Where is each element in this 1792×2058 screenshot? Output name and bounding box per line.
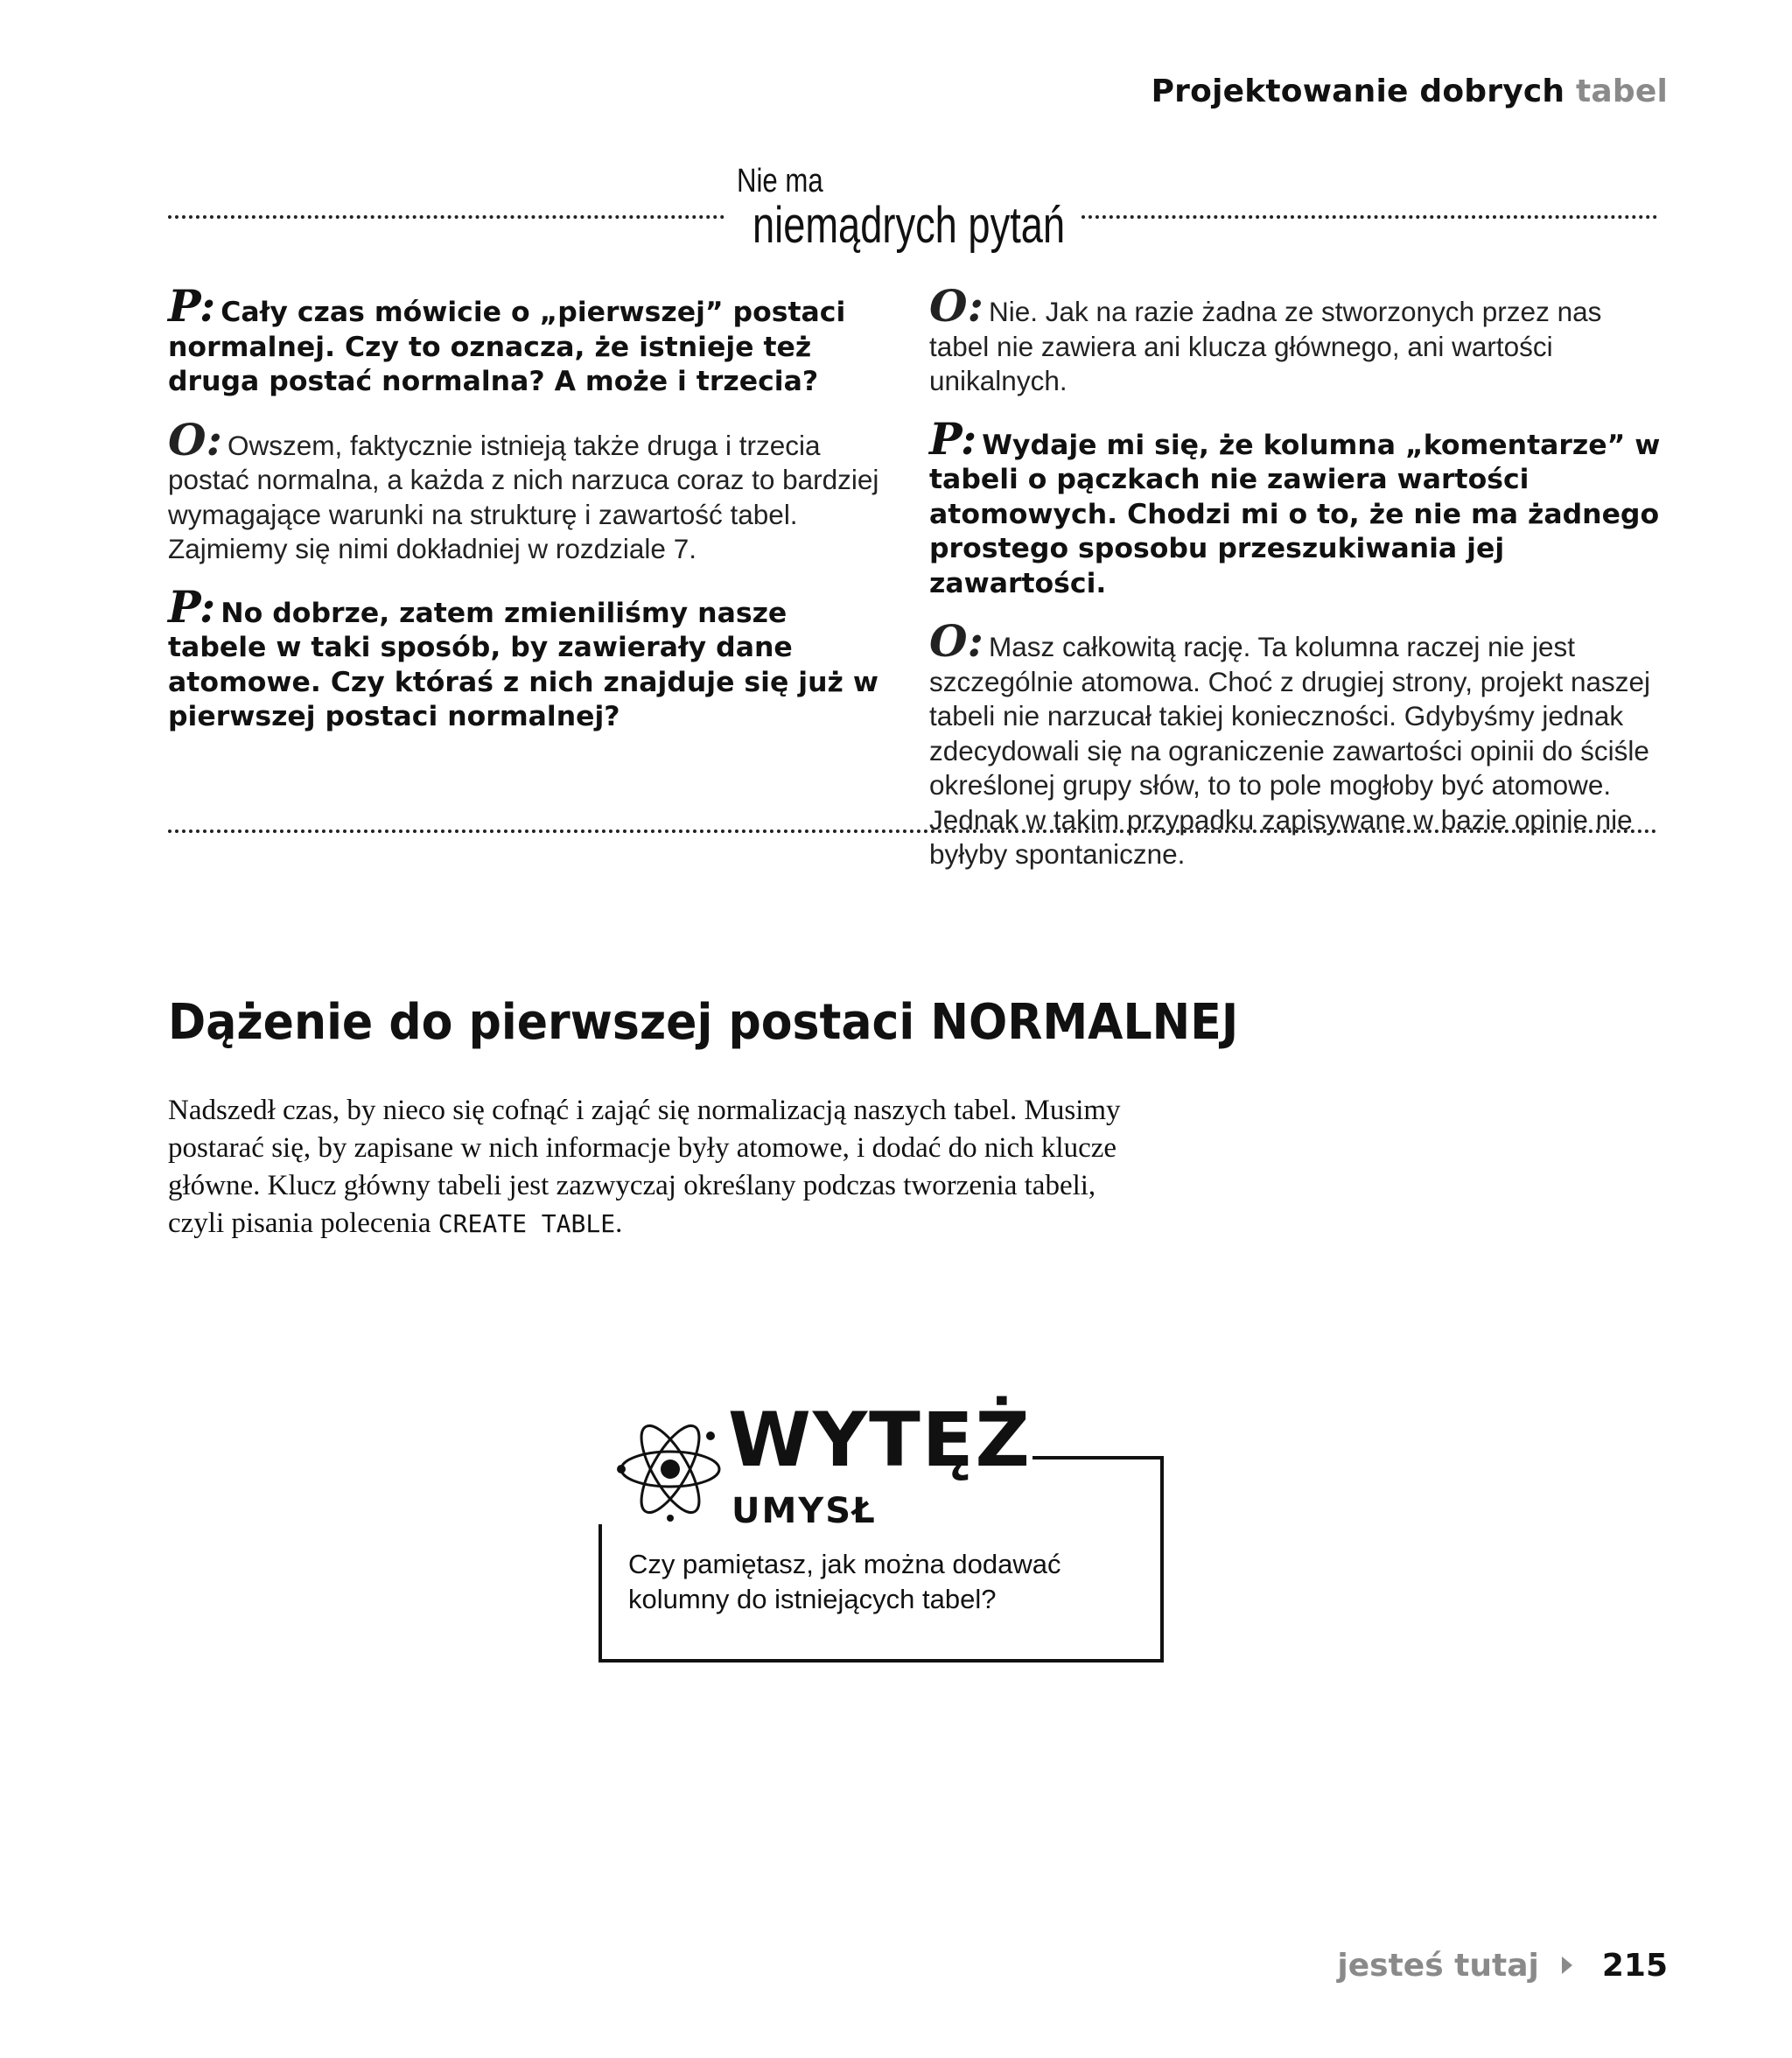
brain-subtitle: UMYSŁ: [732, 1491, 877, 1531]
qa-bottom-divider: [168, 830, 1657, 833]
question-mark: P:: [168, 280, 216, 332]
question-block: [168, 580, 886, 735]
question-mark: P:: [168, 580, 216, 633]
question-text: Wydaje mi się, że kolumna „komentarze” w tabeli o pączkach nie zawiera wartości atomowych. Chodzi mi o to, że nie ma żadnego prostego sposobu przeszukiwania jej zawartości.: [929, 429, 1661, 599]
header-title-accent: tabel: [1575, 74, 1668, 109]
section-body: [168, 1092, 1130, 1242]
qa-top-divider-left: [168, 215, 724, 219]
brain-box-top-line: [1032, 1456, 1164, 1460]
answer-block: [929, 615, 1661, 872]
running-header: [1152, 74, 1668, 109]
answer-text: Masz całkowitą rację. Ta kolumna raczej nie jest szczególnie atomowa. Choć z drugiej strony, projekt naszej tabeli nie narzucał takiej konieczności. Gdybyśmy jednak zdecydowali się na ograniczenie zawartości opinii do ściśle określonej grupy słów, to to pole mogłoby być atomowe. Jednak w takim przypadku zapisywane w bazie opinie nie byłyby spontaniczne.: [929, 631, 1651, 870]
qa-title-small: Nie ma: [737, 163, 823, 200]
atom-icon: [614, 1413, 726, 1525]
question-mark: P:: [929, 412, 977, 465]
section-body-text: Nadszedł czas, by nieco się cofnąć i zająć się normalizacją naszych tabel. Musimy postarać się, by zapisane w nich informacje były atomowe, i dodać do nich klucze główne. Klucz główny tabeli jest zazwyczaj określany podczas tworzenia tabeli, czyli pisania polecenia: [168, 1095, 1121, 1239]
section-title: Dążenie do pierwszej postaci NORMALNEJ: [168, 994, 1239, 1051]
answer-block: [168, 413, 886, 567]
qa-column-left: [168, 280, 886, 758]
qa-top-divider-right: [1082, 215, 1657, 219]
answer-block: [929, 280, 1661, 399]
page-number: 215: [1601, 1948, 1668, 1984]
page-footer: [1337, 1948, 1668, 1984]
brain-box-text: Czy pamiętasz, jak można dodawać kolumny do istniejących tabel?: [628, 1549, 1061, 1614]
question-block: [929, 412, 1661, 602]
answer-mark: O:: [168, 413, 223, 466]
code-snippet: CREATE TABLE: [438, 1209, 616, 1238]
answer-text: Nie. Jak na razie żadna ze stworzonych przez nas tabel nie zawiera ani klucza głównego, ani wartości unikalnych.: [929, 296, 1602, 396]
brain-box-right-line: [1160, 1456, 1164, 1662]
question-block: [168, 280, 886, 400]
qa-title-big: niemądrych pytań: [752, 197, 1066, 254]
section-body-end: .: [615, 1208, 623, 1239]
brain-box-bottom-line: [598, 1659, 1164, 1662]
brain-box-left-line: [598, 1524, 602, 1662]
answer-mark: O:: [929, 615, 984, 667]
header-title-main: Projektowanie dobrych: [1151, 74, 1565, 109]
question-text: No dobrze, zatem zmieniliśmy nasze tabele w taki sposób, by zawierały dane atomowe. Czy któraś z nich znajduje się już w pierwszej postaci normalnej?: [168, 597, 878, 732]
triangle-right-icon: [1562, 1956, 1572, 1974]
qa-column-right: [929, 280, 1661, 895]
answer-text: Owszem, faktycznie istnieją także druga i trzecia postać normalna, a każda z nich narzuca coraz to bardziej wymagające warunki na strukturę i zawartość tabel. Zajmiemy się nimi dokładniej w rozdziale 7.: [168, 429, 879, 564]
answer-mark: O:: [929, 280, 984, 332]
question-text: Cały czas mówicie o „pierwszej” postaci normalnej. Czy to oznacza, że istnieje też druga postać normalna? A może i trzecia?: [168, 297, 846, 397]
brain-title: WYTĘŻ: [728, 1396, 1032, 1484]
footer-label: jesteś tutaj: [1337, 1948, 1539, 1984]
